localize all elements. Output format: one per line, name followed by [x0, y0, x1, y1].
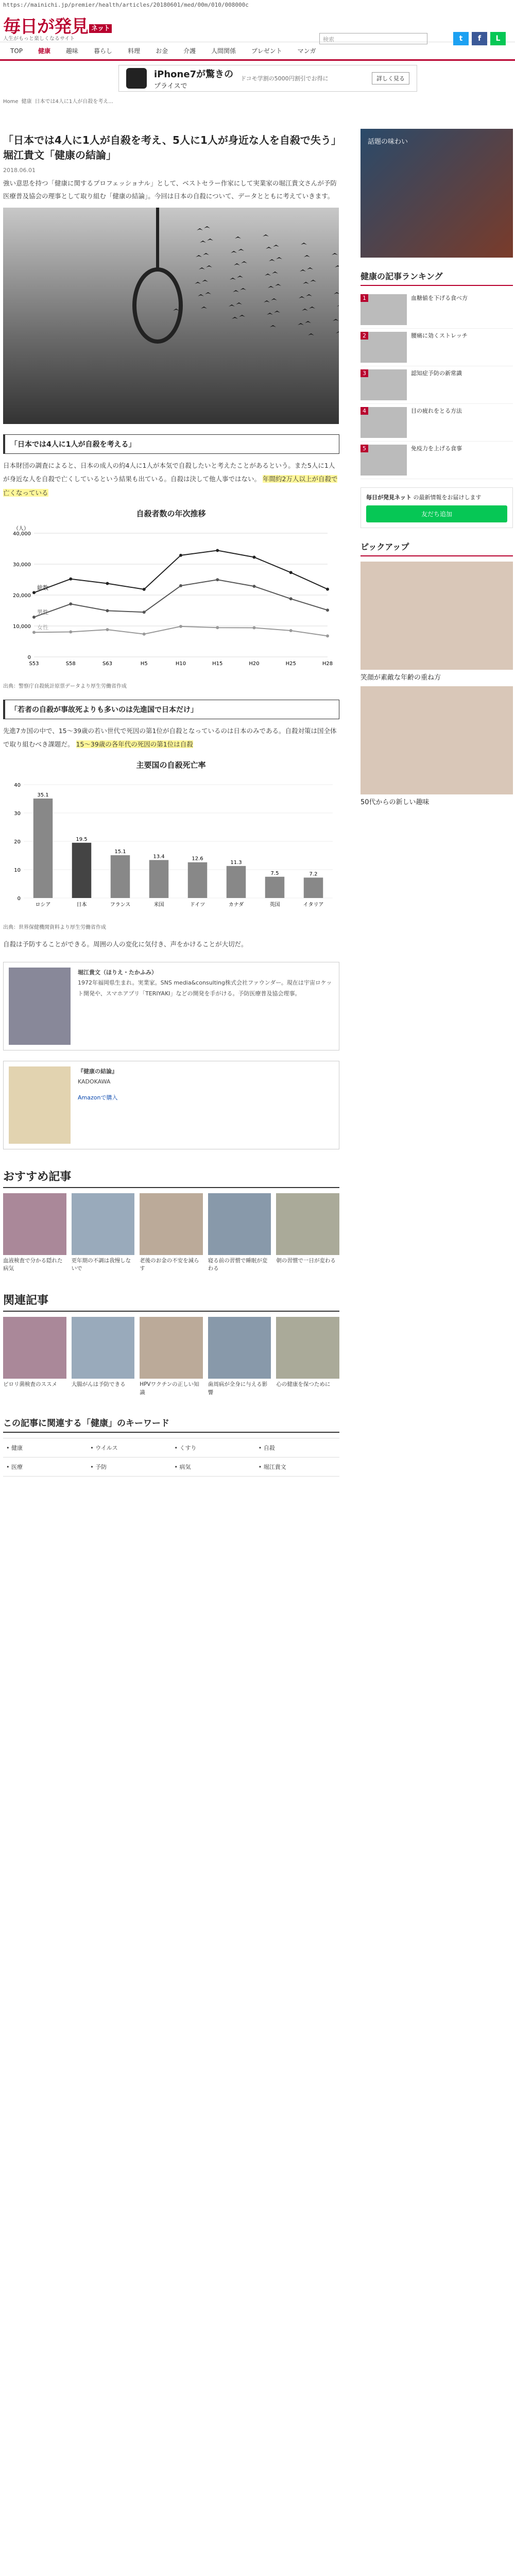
data-point — [32, 631, 36, 634]
article-date: 2018.06.01 — [3, 167, 36, 174]
keyword-link[interactable]: • くすり — [171, 1438, 255, 1458]
series-label: 男性 — [37, 608, 48, 616]
breadcrumb-item[interactable]: 日本では4人に1人が自殺を考え... — [35, 99, 113, 105]
related-heading: 関連記事 — [3, 1289, 339, 1312]
recommended-title: 血液検査で分かる隠れた病気 — [3, 1257, 63, 1272]
data-point — [32, 616, 36, 619]
x-tick-label: S58 — [65, 660, 76, 667]
recommended-thumb — [3, 1193, 66, 1255]
x-tick-label: カナダ — [228, 902, 244, 908]
pickup-title: 50代からの新しい趣味 — [360, 798, 430, 806]
recommended-grid — [3, 1193, 339, 1274]
related-grid — [3, 1317, 339, 1397]
related-thumb — [72, 1317, 135, 1379]
recommended-thumb — [140, 1193, 203, 1255]
bar — [149, 860, 169, 899]
bar-chart-svg — [3, 774, 339, 919]
ranking-item[interactable] — [360, 329, 513, 366]
ranking-title: 認知症予防の新常識 — [411, 370, 462, 377]
pickup-list — [360, 562, 513, 807]
book-publisher: KADOKAWA — [78, 1078, 111, 1086]
ranking-thumb — [360, 294, 407, 325]
data-point — [106, 609, 109, 612]
line-chart-svg — [3, 523, 339, 677]
pickup-item[interactable] — [360, 562, 513, 683]
breadcrumb — [0, 92, 515, 110]
data-point — [106, 582, 109, 585]
nav-item[interactable]: お金 — [156, 47, 168, 55]
rank-number: 2 — [360, 332, 368, 340]
book-cover — [9, 1066, 71, 1144]
data-point — [326, 608, 329, 612]
data-point — [253, 555, 256, 558]
data-point — [143, 632, 146, 635]
bar-value-label: 7.2 — [309, 871, 318, 877]
related-thumb — [208, 1317, 271, 1379]
bar — [265, 877, 285, 898]
article-title: 「日本では4人に1人が自殺を考え、5人に1人が身近な人を自殺で失う」堀江貴文「健康の結論」 — [3, 134, 336, 161]
data-point — [253, 585, 256, 588]
x-tick-label: S53 — [29, 660, 39, 667]
nav-item[interactable]: マンガ — [297, 47, 316, 55]
keyword-link[interactable]: • ウイルス — [87, 1438, 171, 1458]
keyword-link[interactable]: • 堀江貴文 — [255, 1458, 339, 1477]
data-point — [216, 549, 219, 552]
site-tagline: 人生がもっと楽しくなるサイト — [3, 36, 75, 42]
breadcrumb-item[interactable]: 健康 — [21, 99, 32, 105]
x-tick-label: H10 — [175, 660, 186, 667]
bar — [227, 866, 246, 898]
line-icon[interactable]: L — [490, 32, 506, 45]
pickup-image — [360, 686, 513, 794]
x-tick-label: イタリア — [303, 902, 324, 908]
recommended-item[interactable] — [276, 1193, 339, 1274]
bar — [304, 878, 323, 899]
hero-image — [3, 208, 339, 424]
main-nav — [0, 42, 515, 61]
data-point — [69, 630, 72, 633]
bar-value-label: 11.3 — [230, 860, 242, 866]
closing-text: 自殺は予防することができる。周囲の人の変化に気付き、声をかけることが大切だ。 — [3, 940, 248, 948]
ranking-list — [360, 291, 513, 479]
data-point — [253, 626, 256, 629]
site-header — [0, 10, 515, 42]
related-thumb — [140, 1317, 203, 1379]
data-point — [326, 634, 329, 637]
keyword-list — [3, 1438, 339, 1477]
ranking-heading: 健康の記事ランキング — [360, 267, 513, 286]
y-tick-label: 40 — [14, 783, 21, 789]
bar-value-label: 19.5 — [76, 837, 88, 842]
suicide-trend-chart — [3, 508, 339, 689]
ranking-item[interactable] — [360, 291, 513, 329]
related-title: HPVワクチンの正しい知識 — [140, 1381, 199, 1396]
x-tick-label: S63 — [102, 660, 113, 667]
recommended-heading: おすすめ記事 — [3, 1165, 339, 1188]
book-box — [3, 1061, 339, 1149]
recommended-item[interactable] — [72, 1193, 135, 1274]
article-lead: 強い意思を持つ「健康に関するプロフェッショナル」として、ベストセラー作家にして実業家の堀江貴文さんが予防医療普及協会の理事として取り組む「健康の結論」。今回は日本の自殺について、データとともに考えていきます。 — [3, 179, 337, 200]
bar-value-label: 15.1 — [114, 849, 126, 855]
author-bio: 1972年福岡県生まれ。実業家。SNS media&consulting株式会社ファウンダー。現在は宇宙ロケット開発や、スマホアプリ「TERIYAKI」などの開発を手がける。予防医療普及協会理事。 — [78, 979, 332, 997]
x-tick-label: H15 — [212, 660, 223, 667]
social-icons — [453, 32, 506, 45]
follow-button[interactable]: 友だち追加 — [366, 505, 507, 522]
rank-number: 1 — [360, 294, 368, 302]
ranking-title: 免疫力を上げる食事 — [411, 445, 462, 452]
x-tick-label: 米国 — [153, 902, 164, 908]
keywords-heading: この記事に関連する「健康」のキーワード — [3, 1413, 339, 1433]
ranking-title: 腰痛に効くストレッチ — [411, 332, 468, 339]
related-item[interactable] — [3, 1317, 66, 1397]
rank-number: 4 — [360, 407, 368, 415]
x-tick-label: H28 — [322, 660, 333, 667]
x-tick-label: H20 — [249, 660, 260, 667]
nav-item[interactable]: 趣味 — [66, 47, 79, 55]
breadcrumb-item[interactable]: Home — [3, 99, 19, 105]
sidebar — [360, 129, 513, 810]
nav-item[interactable]: TOP — [10, 47, 23, 55]
nav-item[interactable]: 人間関係 — [211, 47, 236, 55]
browser-url[interactable]: https://mainichi.jp/premier/health/articles/20180601/med/00m/010/008000c — [3, 2, 249, 8]
related-item[interactable] — [72, 1317, 135, 1397]
data-point — [326, 587, 329, 590]
search-input[interactable]: 検索 — [319, 33, 427, 44]
noose-birds-illustration — [3, 208, 339, 424]
pickup-title: 笑顔が素敵な年齢の重ね方 — [360, 674, 441, 682]
recommended-item[interactable] — [140, 1193, 203, 1274]
author-box — [3, 962, 339, 1050]
site-logo[interactable]: 毎日が発見 ネット — [3, 12, 112, 38]
facebook-icon[interactable]: f — [472, 32, 487, 45]
bar — [111, 855, 130, 898]
bar-value-label: 13.4 — [153, 854, 165, 860]
ranking-item[interactable] — [360, 442, 513, 479]
phone-icon — [126, 68, 147, 89]
chart-title-1: 自殺者数の年次推移 — [136, 509, 206, 518]
x-tick-label: フランス — [110, 902, 131, 908]
chart-source-1: 出典：警察庁自殺統計原票データより厚生労働省作成 — [3, 683, 127, 689]
data-point — [216, 578, 219, 581]
x-tick-label: ドイツ — [190, 902, 205, 908]
recommended-thumb — [72, 1193, 135, 1255]
bar-value-label: 7.5 — [270, 871, 279, 876]
data-point — [106, 628, 109, 631]
follow-text: の最新情報をお届けします — [413, 494, 482, 501]
keyword-link[interactable]: • 医療 — [3, 1458, 87, 1477]
data-point — [69, 578, 72, 581]
ranking-title: 目の疲れをとる方法 — [411, 408, 462, 414]
country-rate-chart — [3, 759, 339, 930]
related-item[interactable] — [276, 1317, 339, 1397]
related-title: 心の健康を保つために — [276, 1381, 331, 1387]
sidebar-ad-text: 話題の味わい — [368, 138, 408, 146]
ad-copy: ドコモ学割の5000円割引でお得に — [241, 75, 329, 82]
ad-product: iPhone7が驚きの — [154, 69, 234, 80]
series-label: 女性 — [37, 624, 48, 631]
related-title: 歯周病が全身に与える影響 — [208, 1381, 268, 1396]
data-point — [69, 602, 72, 605]
chart-source-2: 出典：世界保健機関資料より厚生労働省作成 — [3, 925, 106, 931]
keyword-link[interactable]: • 健康 — [3, 1438, 87, 1458]
follow-box — [360, 487, 513, 528]
section-heading-2: 「若者の自殺が事故死よりも多いのは先進国で日本だけ」 — [3, 700, 339, 719]
y-tick-label: 30 — [14, 811, 21, 817]
x-tick-label: 日本 — [76, 902, 87, 908]
data-point — [143, 611, 146, 614]
pickup-image — [360, 562, 513, 670]
highlight-2: 15〜39歳の各年代の死因の第1位は自殺 — [76, 740, 193, 748]
keyword-link[interactable]: • 自殺 — [255, 1438, 339, 1458]
top-banner-ad[interactable] — [118, 65, 417, 92]
recommended-title: 老後のお金の不安を減らす — [140, 1257, 199, 1272]
series-label: 総数 — [37, 584, 48, 591]
data-point — [179, 584, 182, 587]
rank-number: 5 — [360, 445, 368, 452]
nav-item[interactable]: 暮らし — [94, 47, 113, 55]
recommended-title: 寝る前の習慣で睡眠が変わる — [208, 1257, 268, 1272]
recommended-item[interactable] — [3, 1193, 66, 1274]
ranking-thumb — [360, 369, 407, 400]
data-point — [179, 554, 182, 557]
ranking-item[interactable] — [360, 366, 513, 404]
bar-value-label: 12.6 — [192, 856, 203, 862]
recommended-title: 朝の習慣で一日が変わる — [276, 1257, 336, 1264]
ranking-title: 血糖値を下げる食べ方 — [411, 295, 468, 301]
nav-item[interactable]: 料理 — [128, 47, 141, 55]
data-point — [216, 626, 219, 629]
bar — [72, 843, 92, 898]
related-item[interactable] — [140, 1317, 203, 1397]
ranking-thumb — [360, 445, 407, 476]
recommended-title: 更年期の不調は我慢しないで — [71, 1257, 131, 1272]
nav-item[interactable]: 健康 — [38, 47, 51, 55]
ad-sub: プライスで — [154, 82, 187, 90]
nav-item[interactable]: 介護 — [183, 47, 196, 55]
twitter-icon[interactable]: t — [453, 32, 469, 45]
bar — [188, 862, 208, 898]
book-buy-link[interactable]: Amazonで購入 — [78, 1094, 118, 1101]
y-tick-label: 0 — [27, 654, 31, 660]
y-tick-label: 20 — [14, 839, 21, 845]
related-thumb — [3, 1317, 66, 1379]
author-photo — [9, 968, 71, 1045]
y-axis-label: （人） — [13, 526, 29, 532]
data-point — [143, 588, 146, 591]
rank-number: 3 — [360, 369, 368, 377]
section-text-1: 日本財団の調査によると、日本の成人の約4人に1人が本気で自殺したいと考えたことがあるという。また5人に1人が身近な人を自殺で亡くしているという結果も出ている。自殺は決して他人事ではない。 年間約2万人以上が自殺で亡くなっている — [3, 462, 338, 497]
recommended-thumb — [276, 1193, 339, 1255]
recommended-thumb — [208, 1193, 271, 1255]
y-tick-label: 20,000 — [13, 592, 31, 599]
highlight-1: 年間約2万人以上が自殺で亡くなっている — [3, 475, 338, 497]
bar-value-label: 35.1 — [37, 792, 49, 799]
ranking-thumb — [360, 332, 407, 363]
data-point — [289, 571, 293, 574]
related-item[interactable] — [208, 1317, 271, 1397]
keyword-link[interactable]: • 病気 — [171, 1458, 255, 1477]
x-tick-label: ロシア — [35, 902, 51, 908]
section-text-2: 先進7カ国の中で、15〜39歳の若い世代で死因の第1位が自殺となっているのは日本のみである。自殺対策は国全体で取り組むべき課題だ。 15〜39歳の各年代の死因の第1位は自殺 — [3, 726, 337, 748]
y-tick-label: 30,000 — [13, 562, 31, 568]
ranking-thumb — [360, 407, 407, 438]
related-thumb — [276, 1317, 339, 1379]
data-point — [32, 591, 36, 594]
x-tick-label: H5 — [140, 660, 148, 667]
recommended-item[interactable] — [208, 1193, 271, 1274]
related-title: 大腸がんは予防できる — [71, 1381, 126, 1387]
chart-title-2: 主要国の自殺死亡率 — [136, 760, 206, 770]
section-heading-1: 「日本では4人に1人が自殺を考える」 — [3, 434, 339, 454]
x-tick-label: 英国 — [269, 902, 280, 908]
book-title: 『健康の結論』 — [78, 1067, 117, 1075]
keyword-link[interactable]: • 予防 — [87, 1458, 171, 1477]
data-point — [179, 625, 182, 628]
sidebar-ad[interactable] — [360, 129, 513, 258]
nav-item[interactable]: プレゼント — [251, 47, 282, 55]
data-point — [289, 597, 293, 600]
author-name: 堀江貴文（ほりえ・たかふみ） — [78, 969, 157, 976]
follow-title: 毎日が発見ネット — [366, 494, 411, 501]
y-tick-label: 0 — [17, 896, 21, 902]
y-tick-label: 40,000 — [13, 531, 31, 537]
main-column — [0, 129, 342, 1477]
y-tick-label: 10,000 — [13, 623, 31, 630]
y-tick-label: 10 — [14, 868, 21, 874]
related-title: ピロリ菌検査のススメ — [3, 1381, 57, 1387]
bar — [33, 799, 53, 898]
data-point — [289, 629, 293, 632]
x-tick-label: H25 — [285, 660, 296, 667]
ad-cta[interactable]: 詳しく見る — [372, 72, 409, 84]
pickup-heading: ピックアップ — [360, 537, 513, 556]
ranking-item[interactable] — [360, 404, 513, 442]
pickup-item[interactable] — [360, 686, 513, 808]
